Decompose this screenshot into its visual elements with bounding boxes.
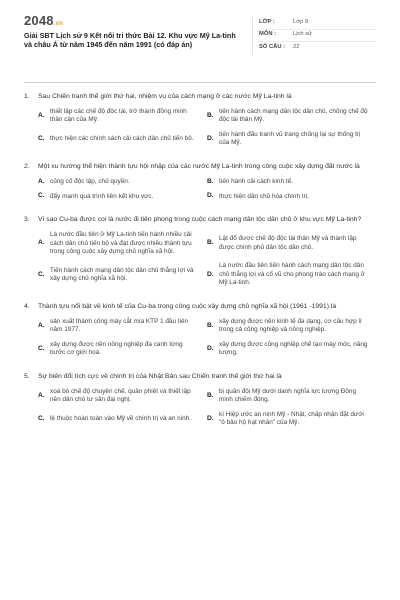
option-text: bị quân đội Mỹ dưới danh nghĩa lực lượng Đồng minh chiếm đóng. [219,387,357,404]
answer-option-b[interactable] [207,231,376,256]
document-header [24,14,376,60]
option-label: A. [38,239,45,247]
option-text: lệ thuộc hoàn toàn vào Mỹ về chính trị và an ninh. [50,414,192,422]
question-4 [24,303,376,364]
meta-row-class [259,17,376,30]
option-text: thực hiện dân chủ hóa chính trị. [219,192,309,200]
question-5 [24,373,376,434]
answer-option-d[interactable] [207,192,376,201]
answer-grid [24,108,376,154]
site-logo[interactable] [24,14,244,27]
option-label: B. [207,239,214,247]
meta-key: SỐ CÂU : [259,44,286,51]
meta-key: LỚP : [259,18,275,25]
header-divider [24,82,376,83]
answer-option-d[interactable] [207,262,376,287]
meta-value: Lớp 9 [293,18,309,25]
question-line [24,303,376,312]
question-text: Sự biến đổi tích cực về chính trị của Nhật Bản sau Chiến tranh thế giới thứ hai là [38,372,282,380]
option-label: D. [207,414,214,422]
question-number: 4. [24,302,30,310]
answer-option-c[interactable] [38,411,207,428]
meta-key: MÔN : [259,31,277,38]
meta-row-count [259,42,376,55]
option-label: A. [38,321,45,329]
question-line [24,373,376,382]
answer-grid [24,388,376,434]
answer-option-b[interactable] [207,108,376,125]
option-label: B. [207,112,214,120]
meta-value: Lịch sử [293,31,313,38]
option-label: C. [38,414,45,422]
answer-option-c[interactable] [38,262,207,287]
option-text: thiết lập các chế độ độc tài, trở thành đồng minh thân cận của Mỹ. [50,107,187,124]
meta-panel [252,17,376,55]
option-text: tiến hành cải cách kinh tế. [219,177,293,185]
option-label: D. [207,192,214,200]
question-text: Một xu hướng thể hiện thành tựu hội nhập của các nước Mỹ La-tinh trong công cuộc xây dựng đất nước là [38,162,360,170]
option-text: Lật đổ được chế độ độc tài thân Mỹ và thành lập được chính phủ dân tộc dân chủ. [219,235,357,251]
question-number: 5. [24,372,30,380]
question-line [24,163,376,172]
question-3 [24,216,376,294]
answer-option-a[interactable] [38,178,207,187]
logo-suffix: .vn [53,21,64,27]
brand-block [24,14,244,50]
answer-option-d[interactable] [207,131,376,148]
question-1 [24,93,376,154]
option-text: xây dựng được nền nông nghiệp đa canh từng bước cơ giới hoá. [50,340,183,357]
answer-option-b[interactable] [207,318,376,335]
question-number: 3. [24,216,30,224]
option-text: kí Hiệp ước an ninh Mỹ - Nhật, chấp nhận đặt dưới "ô bảo hộ hạt nhân" của Mỹ. [219,410,364,426]
option-label: B. [207,177,214,185]
option-text: củng cố độc lập, chủ quyền. [50,177,130,185]
answer-option-c[interactable] [38,192,207,201]
answer-option-d[interactable] [207,411,376,428]
logo-text: 2048 [24,13,54,28]
answer-option-c[interactable] [38,341,207,358]
option-text: Tiến hành cách mạng dân tộc dân chủ thắng lợi và xây dựng chủ nghĩa xã hội. [50,266,194,283]
answer-option-a[interactable] [38,388,207,405]
question-text: Sau Chiến tranh thế giới thứ hai, nhiệm vụ của cách mạng ở các nước Mỹ La-tinh là [38,93,292,100]
document-title: Giải SBT Lịch sử 9 Kết nối tri thức Bài 12. Khu vực Mỹ La-tinh và châu Á từ năm 1945 đến năm 1991 (có đáp án) [24,31,236,50]
answer-option-a[interactable] [38,108,207,125]
option-text: thực hiện các chính sách cải cách dân chủ tiến bộ. [50,135,194,143]
option-label: C. [38,344,45,352]
option-text: xây dựng được công nghiệp chế tạo máy móc, năng lượng. [219,340,368,357]
option-text: xây dựng được nền kinh tế đa dạng, cơ cấu hợp lí trong cả công nghiệp và nông nghiệp. [219,317,362,334]
option-text: xoá bỏ chế độ chuyên chế, quân phiệt và thiết lập nền dân chủ tư sản đại nghị. [50,387,191,404]
option-text: Là nước đầu tiên tiến hành cách mạng dân tộc dân chủ thắng lợi và cổ vũ cho phong trào cách mạng ở Mỹ La-tinh. [219,262,365,287]
option-label: C. [38,192,45,200]
answer-grid [24,178,376,207]
question-number: 1. [24,93,30,100]
option-label: A. [38,112,45,120]
answer-option-c[interactable] [38,131,207,148]
question-text: Thành tựu nổi bật về kinh tế của Cu-ba trong công cuộc xây dựng chủ nghĩa xã hội (1961 -1991) là [38,302,337,310]
answer-option-a[interactable] [38,231,207,256]
option-label: B. [207,321,214,329]
answer-grid [24,231,376,294]
question-2 [24,163,376,207]
option-label: C. [38,134,45,142]
answer-option-b[interactable] [207,178,376,187]
option-label: A. [38,177,45,185]
option-text: tiến hành cách mạng dân tộc dân chủ, chống chế độ độc tài thân Mỹ. [219,107,368,124]
option-text: sản xuất thành công máy cắt mía KTP 1 đầu tiên năm 1977. [50,317,189,334]
answer-option-d[interactable] [207,341,376,358]
option-text: Là nước đầu tiên ở Mỹ La-tinh tiến hành nhiều cải cách dân chủ tiến bộ và đạt được nhiều thành tựu trong công cuộc xây dựng chủ nghĩa xã hội. [50,231,192,256]
question-line [24,93,376,102]
meta-row-subject [259,30,376,43]
question-number: 2. [24,162,30,170]
answer-option-a[interactable] [38,318,207,335]
option-label: D. [207,270,214,278]
answer-grid [24,318,376,364]
option-text: đẩy mạnh quá trình liên kết khu vực. [50,192,154,200]
question-line [24,216,376,225]
option-label: C. [38,270,45,278]
option-label: B. [207,391,214,399]
option-label: D. [207,344,214,352]
option-label: A. [38,391,45,399]
option-text: tiến hành đấu tranh vũ trang chống lại sự thống trị của Mỹ. [219,130,361,147]
question-text: Vì sao Cu-ba được coi là nước đi tiên phong trong cuộc cách mạng dân tộc dân chủ ở khu vực Mỹ La-tinh? [38,216,362,224]
meta-value: 22 [293,44,300,51]
answer-option-b[interactable] [207,388,376,405]
option-label: D. [207,134,214,142]
